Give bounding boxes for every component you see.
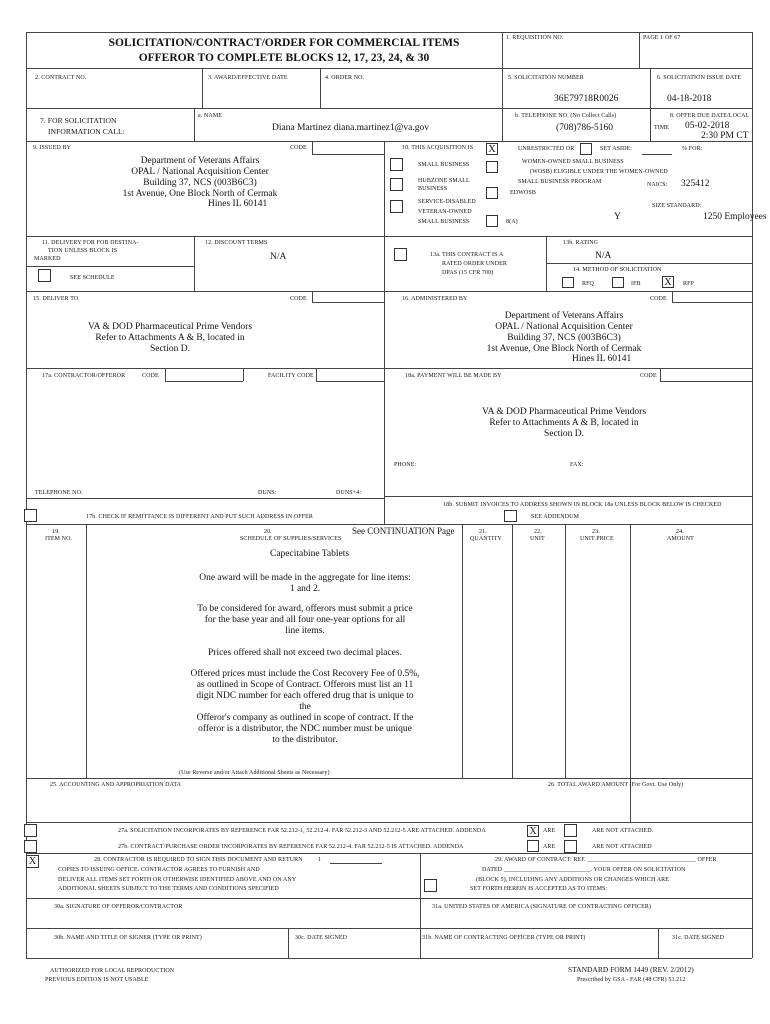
administered-by-line: Department of Veterans Affairs [504,311,624,321]
administered-by-line: 1st Avenue, One Block North of Cermak [486,344,642,354]
b27a-are-label: ARE [543,828,556,834]
solicitation-info-label-2: INFORMATION CALL: [48,127,125,136]
name-label: a. NAME [198,113,223,119]
b27b-checkbox[interactable] [24,840,37,853]
payment-by-line: VA & DOD Pharmaceutical Prime Vendors [481,407,647,417]
reverse-note: (Use Reverse and/or Attach Additional Sheets as Necessary) [179,770,330,776]
issued-by-code-label: CODE [290,145,307,151]
b28-line-1: 28. CONTRACTOR IS REQUIRED TO SIGN THIS DOCUMENT AND RETURN [94,857,303,863]
method-label: 14. METHOD OF SOLICITATION [573,267,662,273]
b29-line-1: 29. AWARD OF CONTRACT: REF. ___________________________________ OFFER [495,857,717,863]
telephone-label: b. TELEPHONE NO. (No Collect Calls) [515,113,617,119]
issued-by-city: Hines IL 60141 [208,199,268,209]
officer-signature-label: 31a. UNITED STATES OF AMERICA (SIGNATURE OF CONTRACTING OFFICER) [432,904,652,910]
rating-value[interactable]: N/A [595,251,612,261]
offer-due-label: 8. OFFER DUE DATE/LOCAL [670,113,750,119]
administered-by-label: 16. ADMINISTERED BY [402,296,468,302]
administered-by-line: OPAL / National Acquisition Center [495,322,633,332]
b28-copies[interactable]: 1 [318,857,322,863]
col-amount-num: 24. [676,529,684,535]
duns-label: DUNS: [258,490,277,496]
discount-terms[interactable]: N/A [270,252,287,262]
issued-by-line: 1st Avenue, One Block North of Cermak [122,189,278,199]
schedule-line: Offeror's company as outlined in scope of contract. If the [196,713,414,723]
b29-line-4: SET FORTH HEREIN IS ACCEPTED AS TO ITEMS: [470,886,608,892]
schedule-line: Offered prices must include the Cost Recovery Fee of 0.5%, [190,669,420,679]
schedule-line: 1 and 2. [289,584,321,594]
percent-for-label: % FOR: [682,146,703,152]
col-amount: AMOUNT [667,536,694,542]
b27b-are-checkbox[interactable] [527,840,539,852]
rating-label: 13b. RATING [563,240,599,246]
naics-label: NAICS: [647,182,668,188]
authorized-reproduction: AUTHORIZED FOR LOCAL REPRODUCTION [50,968,175,974]
schedule-paragraph [190,573,420,595]
unrestricted-label: UNRESTRICTED OR [518,146,575,152]
b27a-are-not-label: ARE NOT ATTACHED. [592,828,654,834]
b27b-are-not-checkbox[interactable] [564,840,577,853]
schedule-paragraph [190,648,420,659]
b28-line-2: COPIES TO ISSUING OFFICE. CONTRACTOR AGREES TO FURNISH AND [58,867,260,873]
sdvosb-label-2: VETERAN-OWNED [418,209,472,215]
b29-line-2: DATED ____________________________. YOUR OFFER ON SOLICITATION [482,867,686,873]
schedule-line: as outlined in Scope of Contract. Offerors must list an 11 [196,680,414,690]
col-schedule-num: 20. [264,529,272,535]
naics-value[interactable]: 325412 [681,179,710,189]
b27b-are-label: ARE [543,844,556,850]
schedule-line: To be considered for award, offerors must submit a price [197,604,413,614]
see-addendum-label: SEE ADDENDUM [531,514,580,520]
small-business-label: SMALL BUSINESS [418,162,470,168]
issued-by-label: 9. ISSUED BY [33,145,72,151]
acquisition-label: 10. THIS ACQUISITION IS [402,145,474,151]
b29-line-3: (BLOCK 5), INCLUDING ANY ADDITIONS OR CHANGES WHICH ARE [476,877,669,883]
hubzone-label-2: BUSINESS [418,186,448,192]
sdvosb-label-1: SERVICE-DISABLED [418,199,476,205]
deliver-code-label: CODE [290,296,307,302]
b27a-checkbox[interactable] [24,824,37,837]
solicitation-number[interactable]: 36E79718R0026 [554,94,619,104]
administered-by-line: Building 37, NCS (003B6C3) [507,333,621,343]
schedule-line: digit NDC number for each offered drug that is unique to the [196,691,414,712]
ifb-checkbox[interactable] [612,277,624,288]
order-no-label: 4. ORDER NO. [325,75,365,81]
administered-code-label: CODE [650,296,667,302]
payment-code-label: CODE [640,373,657,379]
issued-by-address [100,156,300,200]
contact-telephone[interactable]: (708)786-5160 [556,123,613,133]
col-schedule: SCHEDULE OF SUPPLIES/SERVICES [240,536,342,542]
rated-order-checkbox[interactable] [394,248,407,261]
col-unit-price: UNIT PRICE [580,536,614,542]
issue-date[interactable]: 04-18-2018 [667,94,712,104]
signer-name-label: 30b. NAME AND TITLE OF SIGNER (TYPE OR PRINT) [54,935,202,941]
solicitation-info-label: 7. FOR SOLICITATION [40,116,117,125]
officer-date-label: 31c. DATE SIGNED [672,935,725,941]
wosb-label-3: SMALL BUSINESS PROGRAM [518,179,602,185]
size-y-value[interactable]: Y [614,212,621,222]
edwosb-label: EDWOSB [510,190,536,196]
size-standard-value[interactable]: 1250 Employees [703,212,767,222]
facility-code-label: FACILITY CODE [268,373,314,379]
payment-by-line: Section D. [543,429,585,439]
schedule-paragraph [190,669,420,746]
deliver-to-line: Refer to Attachments A & B, located in [95,333,245,343]
time-label: TIME [654,125,670,131]
duns4-label: DUNS+4: [336,490,362,496]
offeror-signature-label: 30a. SIGNATURE OF OFFEROR/CONTRACTOR [54,904,183,910]
prescribed-by: Prescribed by GSA - FAR (48 CFR) 53.212 [577,977,686,983]
requisition-label: 1. REQUISITION NO. [506,35,564,41]
contractor-label: 17a. CONTRACTOR/OFFEROR [42,373,126,379]
small-business-checkbox[interactable] [390,158,403,171]
previous-edition: PREVIOUS EDITION IS NOT USABLE [45,977,149,983]
col-item-no-num: 19. [52,529,60,535]
delivery-fob-label-3: MARKED [34,256,61,262]
rfq-checkbox[interactable] [562,277,574,288]
continuation-note: See CONTINUATION Page [352,526,455,536]
accounting-label: 25. ACCOUNTING AND APPROPRIATION DATA [50,782,182,788]
officer-name-label: 31b. NAME OF CONTRACTING OFFICER (TYPE OR PRINT) [422,935,586,941]
b28-checkbox[interactable]: X [26,855,39,868]
remittance-label: 17b. CHECK IF REMITTANCE IS DIFFERENT AND PUT SUCH ADDRESS IN OFFER [86,514,314,520]
see-schedule-label: SEE SCHEDULE [70,275,115,281]
wosb-label-1: WOMEN-OWNED SMALL BUSINESS [522,159,624,165]
schedule-line: line items. [285,626,325,636]
issue-date-label: 6. SOLICITATION ISSUE DATE [657,75,742,81]
b27b-label: 27b. CONTRACT/PURCHASE ORDER INCORPORATES BY REFERENCE FAR 52.212-4. FAR 52.212-5 IS ATTACHED. ADDENDA [118,844,464,850]
rated-order-label-1: 13a. THIS CONTRACT IS A [430,252,504,258]
schedule-line: offeror is a distributor, the NDC number must be unique [198,724,412,734]
contact-name[interactable]: Diana Martinez diana.martinez1@va.gov [272,123,429,133]
remittance-checkbox[interactable] [24,509,37,522]
wosb-label-2: (WOSB) ELIGIBLE UNDER THE WOMEN-OWNED [530,169,668,175]
eight-a-label: 8(A) [506,219,518,225]
rfp-label: RFP [683,281,694,287]
contract-no-label: 2. CONTRACT NO. [35,75,87,81]
payment-by-address [454,407,674,440]
col-item-no: ITEM NO. [45,536,73,542]
edwosb-checkbox[interactable] [486,187,498,199]
b28-line-3: DELIVER ALL ITEMS SET FORTH OR OTHERWISE IDENTIFIED ABOVE AND ON ANY [58,877,297,883]
b28-line-4: ADDITIONAL SHEETS SUBJECT TO THE TERMS AND CONDITIONS SPECIFIED [58,886,279,892]
form-title: SOLICITATION/CONTRACT/ORDER FOR COMMERCIAL ITEMS [108,37,460,49]
b29-checkbox[interactable] [424,879,437,892]
issued-by-line: OPAL / National Acquisition Center [131,167,269,177]
schedule-line: for the base year and all four one-year options for all [204,615,406,625]
ifb-label: IFB [631,281,641,287]
b27a-are-not-checkbox[interactable] [564,824,577,837]
deliver-to-line: VA & DOD Pharmaceutical Prime Vendors [87,322,253,332]
administered-by-address [464,311,664,355]
rfp-checkbox[interactable]: X [662,276,674,288]
offer-due-time[interactable]: 2:30 PM CT [701,131,749,141]
item-title: Capecitabine Tablets [270,549,350,559]
rfq-label: RFQ [582,281,594,287]
b27a-are-checkbox[interactable]: X [527,825,539,837]
discount-terms-label: 12. DISCOUNT TERMS [205,240,268,246]
schedule-line: to the distributor. [272,735,338,745]
unrestricted-checkbox[interactable]: X [486,143,498,155]
standard-form-id: STANDARD FORM 1449 (REV. 2/2012) [568,965,694,974]
solicitation-number-label: 5. SOLICITATION NUMBER [508,75,584,81]
issued-by-line: Building 37, NCS (003B6C3) [143,178,257,188]
fax-label: FAX: [570,462,584,468]
b27a-label: 27a. SOLICITATION INCORPORATES BY REFERENCE FAR 52.212-1, 52.212-4. FAR 52.212-3 AND 52.212-5 ARE ATTACHED. ADDENDA [118,828,486,834]
col-unit: UNIT [530,536,545,542]
total-award-label: 26. TOTAL AWARD AMOUNT (For Govt. Use Only) [548,782,684,788]
deliver-to-line: Section D. [149,344,191,354]
payment-by-line: Refer to Attachments A & B, located in [489,418,639,428]
b27b-are-not-label: ARE NOT ATTACHED [592,844,652,850]
schedule-line: Prices offered shall not exceed two decimal places. [208,648,402,658]
col-unit-price-num: 23. [592,529,600,535]
award-date-label: 3. AWARD/EFFECTIVE DATE [208,75,288,81]
page-label: PAGE 1 OF 67 [643,35,681,41]
set-aside-checkbox[interactable] [580,143,592,155]
telephone-no-label: TELEPHONE NO. [35,490,83,496]
issued-by-line: Department of Veterans Affairs [140,156,260,166]
phone-label: PHONE: [394,462,417,468]
col-quantity: QUANTITY [470,536,502,542]
rated-order-label-2: RATED ORDER UNDER [442,261,508,267]
rated-order-label-3: DPAS (15 CFR 700) [442,270,494,276]
set-aside-label: SET ASIDE: [600,146,633,152]
delivery-fob-label-2: TION UNLESS BLOCK IS [48,248,118,254]
deliver-to-address [60,322,280,355]
delivery-fob-label-1: 11. DELIVERY FOR FOB DESTINA- [42,240,139,246]
signer-date-label: 30c. DATE SIGNED [295,935,348,941]
contractor-code-label: CODE [142,373,159,379]
wosb-checkbox[interactable] [486,161,498,173]
see-addendum-checkbox[interactable] [504,510,517,522]
deliver-to-label: 15. DELIVER TO [33,296,79,302]
submit-invoices-label: 18b. SUBMIT INVOICES TO ADDRESS SHOWN IN BLOCK 18a UNLESS BLOCK BELOW IS CHECKED [443,502,722,508]
col-unit-num: 22. [534,529,542,535]
eight-a-checkbox[interactable] [486,215,498,227]
col-quantity-num: 21. [479,529,487,535]
form-subtitle: OFFEROR TO COMPLETE BLOCKS 12, 17, 23, 24, & 30 [138,52,430,64]
see-schedule-checkbox[interactable] [38,269,51,282]
size-standard-label: SIZE STANDARD: [652,203,702,209]
hubzone-checkbox[interactable] [390,178,403,191]
hubzone-label-1: HUBZONE SMALL [418,178,470,184]
administered-by-city: Hines IL 60141 [572,354,632,364]
offer-due-date[interactable]: 05-02-2018 [685,121,730,131]
schedule-line: One award will be made in the aggregate for line items: [199,573,411,583]
sdvosb-label-3: SMALL BUSINESS [418,219,470,225]
sdvosb-checkbox[interactable] [390,200,403,213]
payment-by-label: 18a. PAYMENT WILL BE MADE BY [405,373,502,379]
schedule-paragraph [190,604,420,637]
